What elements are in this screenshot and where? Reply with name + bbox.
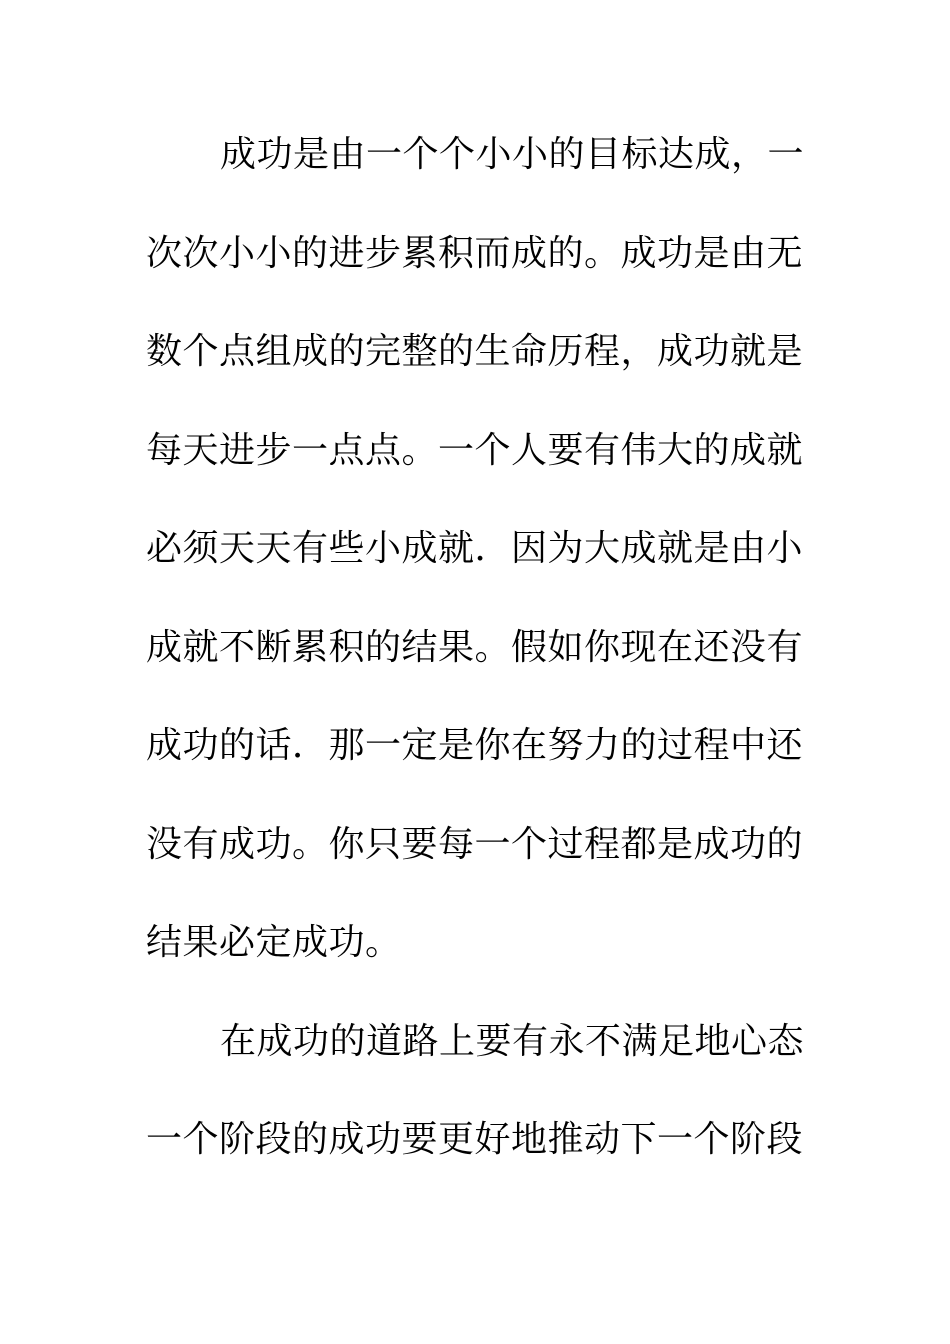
body-text (146, 127, 806, 1211)
paragraph-2-line-2: 一个阶段的成功要更好地推动下一个阶段 (146, 1119, 804, 1160)
paragraph-1-line-5: 必须天天有些小成就．因为大成就是由小 (146, 528, 804, 569)
paragraph-1-line-7: 成功的话．那一定是你在努力的过程中还 (146, 725, 804, 766)
paragraph-1-line-2: 次次小小的进步累积而成的。成功是由无 (146, 232, 804, 274)
paragraph-1-line-9: 结果必定成功。 (146, 922, 402, 963)
paragraph-2-line-1: 在成功的道路上要有永不满足地心态 (220, 1020, 805, 1062)
paragraph-1-line-6: 成就不断累积的结果。假如你现在还没有 (146, 626, 804, 668)
paragraph-1-line-1: 成功是由一个个小小的目标达成，一 (220, 134, 805, 175)
paragraph-1-line-4: 每天进步一点点。一个人要有伟大的成就 (146, 429, 804, 471)
paragraph-1-line-8: 没有成功。你只要每一个过程都是成功的 (146, 823, 804, 865)
paragraph-1-line-3: 数个点组成的完整的生命历程，成功就是 (146, 331, 804, 372)
